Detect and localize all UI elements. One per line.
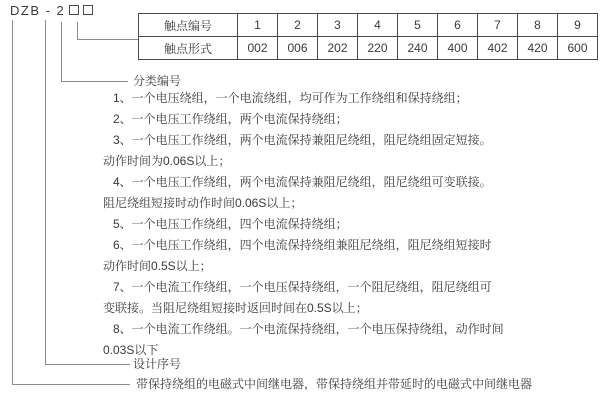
table-cell-form: 002 — [238, 37, 278, 60]
table-cell-form: 420 — [518, 37, 558, 60]
classification-item-6: 6、一个电压工作绕组，四个电流保持绕组兼阻尼绕组，阻尼绕组短接时 — [113, 238, 492, 252]
classification-item-8: 8、一个电流工作绕组。一个电流保持绕组，一个电压保持绕组，动作时间 — [113, 322, 504, 336]
classification-item-5: 5、一个电压工作绕组，四个电流保持绕组； — [113, 217, 348, 231]
table-cell-form: 202 — [318, 37, 358, 60]
table-cell-form: 220 — [358, 37, 398, 60]
table-cell-form: 006 — [278, 37, 318, 60]
table-header-contact-number: 触点编号 — [139, 14, 238, 37]
placeholder-box-2 — [83, 5, 93, 15]
table-row-contact-number — [139, 14, 598, 37]
classification-list — [103, 88, 583, 361]
model-text: DZB - 2 — [10, 2, 66, 18]
connector-contact-form-vertical — [77, 22, 78, 39]
table-cell-number: 7 — [478, 14, 518, 37]
table-cell-form: 402 — [478, 37, 518, 60]
table-cell-number: 4 — [358, 14, 398, 37]
classification-item-4-cont: 阻尼绕组短接时动作时间0.06S以上； — [103, 196, 303, 210]
classification-item-4: 4、一个电压工作绕组，两个电流保持兼阻尼绕组，阻尼绕组可变联接。 — [113, 175, 492, 189]
table-row-contact-form — [139, 37, 598, 60]
table-cell-number: 6 — [438, 14, 478, 37]
table-cell-number: 5 — [398, 14, 438, 37]
placeholder-box-1 — [69, 5, 79, 15]
table-header-contact-form: 触点形式 — [139, 37, 238, 60]
classification-item-2: 2、一个电压工作绕组，两个电流保持绕组； — [113, 112, 348, 126]
classification-item-1: 1、一个电压绕组，一个电流绕组，均可作为工作绕组和保持绕组； — [113, 91, 468, 105]
table-cell-form: 240 — [398, 37, 438, 60]
connector-design-serial-vertical — [45, 20, 46, 364]
connector-design-serial-horizontal — [45, 364, 130, 365]
classification-item-7: 7、一个电流工作绕组，一个电压保持绕组，一个阻尼绕组，阻尼绕组可 — [113, 280, 492, 294]
classification-item-3: 3、一个电压工作绕组，两个电流保持兼阻尼绕组，阻尼绕组固定短接。 — [113, 133, 492, 147]
table-cell-number: 8 — [518, 14, 558, 37]
classification-item-6-cont: 动作时间0.5S以上； — [103, 259, 212, 273]
classification-label: 分类编号 — [133, 74, 182, 88]
connector-classification-horizontal — [61, 81, 128, 82]
table-cell-form: 600 — [558, 37, 598, 60]
table-cell-number: 1 — [238, 14, 278, 37]
classification-item-8-cont: 0.03S以下 — [103, 343, 159, 357]
table-cell-number: 9 — [558, 14, 598, 37]
connector-classification-vertical — [61, 22, 62, 81]
design-serial-label: 设计序号 — [133, 357, 182, 371]
classification-item-7-cont: 变联接。当阻尼绕组短接时返回时间在0.5S以上； — [103, 301, 368, 315]
table-cell-number: 3 — [318, 14, 358, 37]
table-cell-number: 2 — [278, 14, 318, 37]
connector-contact-form-horizontal — [77, 39, 138, 40]
contact-form-table — [138, 13, 598, 60]
model-designation — [10, 2, 93, 18]
table-cell-form: 400 — [438, 37, 478, 60]
classification-item-3-cont: 动作时间为0.06S以上； — [103, 154, 231, 168]
connector-relay-type-vertical — [12, 20, 13, 384]
relay-type-label: 带保持绕组的电磁式中间继电器，带保持绕组并带延时的电磁式中间继电器 — [136, 377, 533, 391]
connector-relay-type-horizontal — [12, 384, 130, 385]
